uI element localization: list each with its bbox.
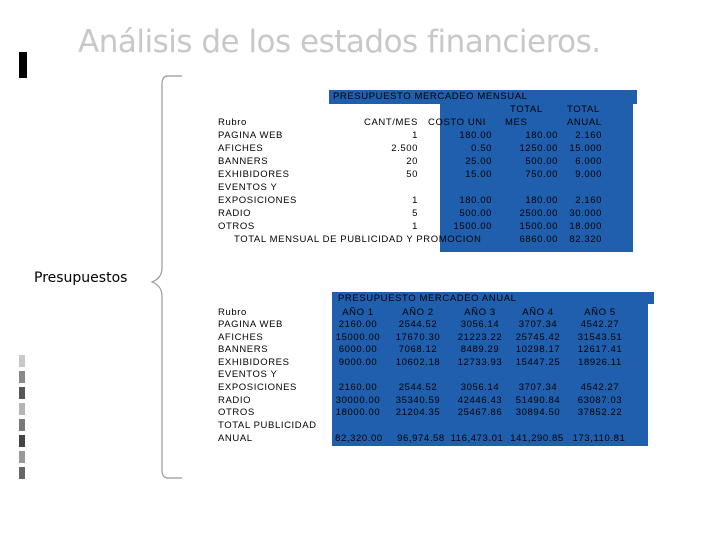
annual-cell: 2160.00	[338, 319, 378, 330]
col-total-mes-2: MES	[505, 117, 528, 128]
monthly-cell-costo: 0.50	[471, 143, 492, 154]
annual-col-rubro: Rubro	[218, 307, 247, 318]
monthly-cell-mes: 500.00	[525, 156, 558, 167]
monthly-cell-mes: 1500.00	[519, 221, 558, 232]
monthly-cell-costo: 180.00	[459, 195, 492, 206]
col-total-anual-2: ANUAL	[567, 117, 602, 128]
monthly-cell-costo: 15.00	[465, 169, 492, 180]
monthly-budget-table	[218, 90, 638, 252]
annual-cell: 25467.86	[457, 407, 503, 419]
monthly-cell-mes: 180.00	[525, 130, 558, 141]
annual-cell: 3056.14	[460, 382, 500, 393]
annual-cell: 18926.11	[578, 356, 622, 368]
annual-row-rubro: TOTAL PUBLICIDAD	[218, 419, 317, 431]
annual-total-cell: 141,290.85	[510, 433, 564, 444]
annual-cell: 21223.22	[457, 331, 503, 343]
slide-title: Análisis de los estados financieros.	[78, 24, 601, 60]
monthly-cell-costo: 25.00	[465, 156, 492, 167]
annual-cell: 8489.29	[460, 344, 500, 356]
annual-total-cell: 116,473.01	[450, 433, 504, 444]
monthly-cell-mes: 1250.00	[519, 143, 558, 154]
col-total-mes-1: TOTAL	[510, 104, 543, 115]
annual-cell: 2160.00	[338, 382, 378, 393]
annual-cell: 6000.00	[338, 344, 378, 356]
annual-cell: 37852.22	[577, 407, 623, 419]
annual-cell: 30894.50	[515, 407, 561, 419]
annual-cell: 2544.52	[398, 319, 438, 330]
monthly-cell-cant: 2.500	[391, 143, 418, 154]
monthly-cell-cant: 5	[412, 208, 418, 219]
monthly-cell-cant: 1	[412, 130, 418, 141]
section-label-presupuestos: Presupuestos	[34, 270, 128, 286]
monthly-cell-cant: 1	[412, 195, 418, 206]
monthly-cell-rubro: RADIO	[218, 208, 252, 219]
col-costo: COSTO UNI	[428, 117, 487, 128]
annual-row-rubro: EXHIBIDORES	[218, 356, 290, 368]
monthly-table-title: PRESUPUESTO MERCADEO MENSUAL	[329, 90, 637, 104]
monthly-total-anual: 82.320	[569, 234, 602, 245]
annual-table-title: PRESUPUESTO MERCADEO ANUAL	[332, 292, 654, 304]
annual-cell: 3707.34	[518, 382, 558, 393]
monthly-cell-mes: 2500.00	[519, 208, 558, 219]
monthly-cell-rubro: EVENTOS Y	[218, 182, 278, 193]
monthly-cell-rubro: OTROS	[218, 221, 255, 232]
annual-cell: 21204.35	[395, 407, 441, 419]
col-cant: CANT/MES	[364, 117, 418, 128]
monthly-cell-cant: 1	[412, 221, 418, 232]
monthly-cell-anual: 18.000	[569, 221, 602, 232]
monthly-cell-rubro: PAGINA WEB	[218, 130, 283, 141]
monthly-cell-anual: 30.000	[569, 208, 602, 219]
annual-year-header: AÑO 3	[464, 307, 496, 318]
monthly-cell-anual: 15.000	[569, 143, 602, 154]
monthly-cell-mes: 750.00	[525, 169, 558, 180]
annual-total-cell: 82,320.00	[335, 433, 383, 444]
monthly-cell-anual: 2.160	[575, 195, 602, 206]
monthly-cell-anual: 9.000	[575, 169, 602, 180]
annual-cell: 25745.42	[515, 331, 561, 343]
annual-row-rubro: EVENTOS Y	[218, 369, 278, 381]
monthly-cell-costo: 500.00	[459, 208, 492, 219]
annual-cell: 30000.00	[335, 394, 381, 406]
annual-cell: 15000.00	[335, 331, 381, 343]
annual-row-rubro: BANNERS	[218, 344, 269, 356]
annual-cell: 42446.43	[457, 394, 503, 406]
annual-year-header: AÑO 2	[402, 307, 434, 318]
monthly-cell-rubro: EXHIBIDORES	[218, 169, 290, 180]
monthly-cell-costo: 1500.00	[453, 221, 492, 232]
annual-year-header: AÑO 4	[522, 307, 554, 318]
annual-total-cell: 96,974.58	[397, 433, 445, 444]
annual-cell: 10602.18	[395, 356, 441, 368]
annual-cell: 3056.14	[460, 319, 500, 330]
annual-cell: 35340.59	[395, 394, 441, 406]
annual-cell: 15447.25	[515, 356, 561, 368]
monthly-cell-rubro: EXPOSICIONES	[218, 195, 297, 206]
annual-cell: 2544.52	[398, 382, 438, 393]
monthly-cell-anual: 2.160	[575, 130, 602, 141]
monthly-cell-costo: 180.00	[459, 130, 492, 141]
annual-row-rubro: OTROS	[218, 407, 255, 419]
annual-row-rubro: RADIO	[218, 394, 252, 406]
annual-row-rubro: EXPOSICIONES	[218, 382, 297, 393]
col-rubro: Rubro	[218, 117, 247, 128]
col-total-anual-1: TOTAL	[567, 104, 600, 115]
annual-cell: 10298.17	[515, 344, 561, 356]
annual-cell: 7068.12	[398, 344, 438, 356]
annual-year-header: AÑO 1	[342, 307, 374, 318]
annual-total-cell: 173,110.81	[572, 433, 626, 444]
monthly-cell-cant: 20	[406, 156, 418, 167]
annual-year-header: AÑO 5	[584, 307, 616, 318]
monthly-total-label: TOTAL MENSUAL DE PUBLICIDAD Y PROMOCION	[234, 234, 482, 245]
annual-cell: 31543.51	[577, 331, 623, 343]
annual-cell: 18000.00	[335, 407, 381, 419]
monthly-cell-anual: 6.000	[575, 156, 602, 167]
monthly-total-mes: 6860.00	[519, 234, 558, 245]
annual-cell: 4542.27	[580, 319, 620, 330]
monthly-cell-mes: 180.00	[525, 195, 558, 206]
annual-cell: 51490.84	[515, 394, 561, 406]
annual-cell: 12617.41	[577, 344, 623, 356]
annual-row-rubro: AFICHES	[218, 331, 264, 343]
annual-cell: 4542.27	[580, 382, 620, 393]
annual-cell: 17670.30	[395, 331, 441, 343]
monthly-cell-rubro: BANNERS	[218, 156, 269, 167]
monthly-cell-rubro: AFICHES	[218, 143, 264, 154]
annual-cell: 9000.00	[338, 356, 378, 368]
annual-budget-table	[218, 292, 648, 448]
annual-total-rubro: ANUAL	[218, 433, 253, 444]
annual-row-rubro: PAGINA WEB	[218, 319, 283, 330]
monthly-cell-cant: 50	[406, 169, 418, 180]
annual-cell: 12733.93	[457, 356, 503, 368]
annual-cell: 3707.34	[518, 319, 558, 330]
annual-cell: 63087.03	[577, 394, 623, 406]
